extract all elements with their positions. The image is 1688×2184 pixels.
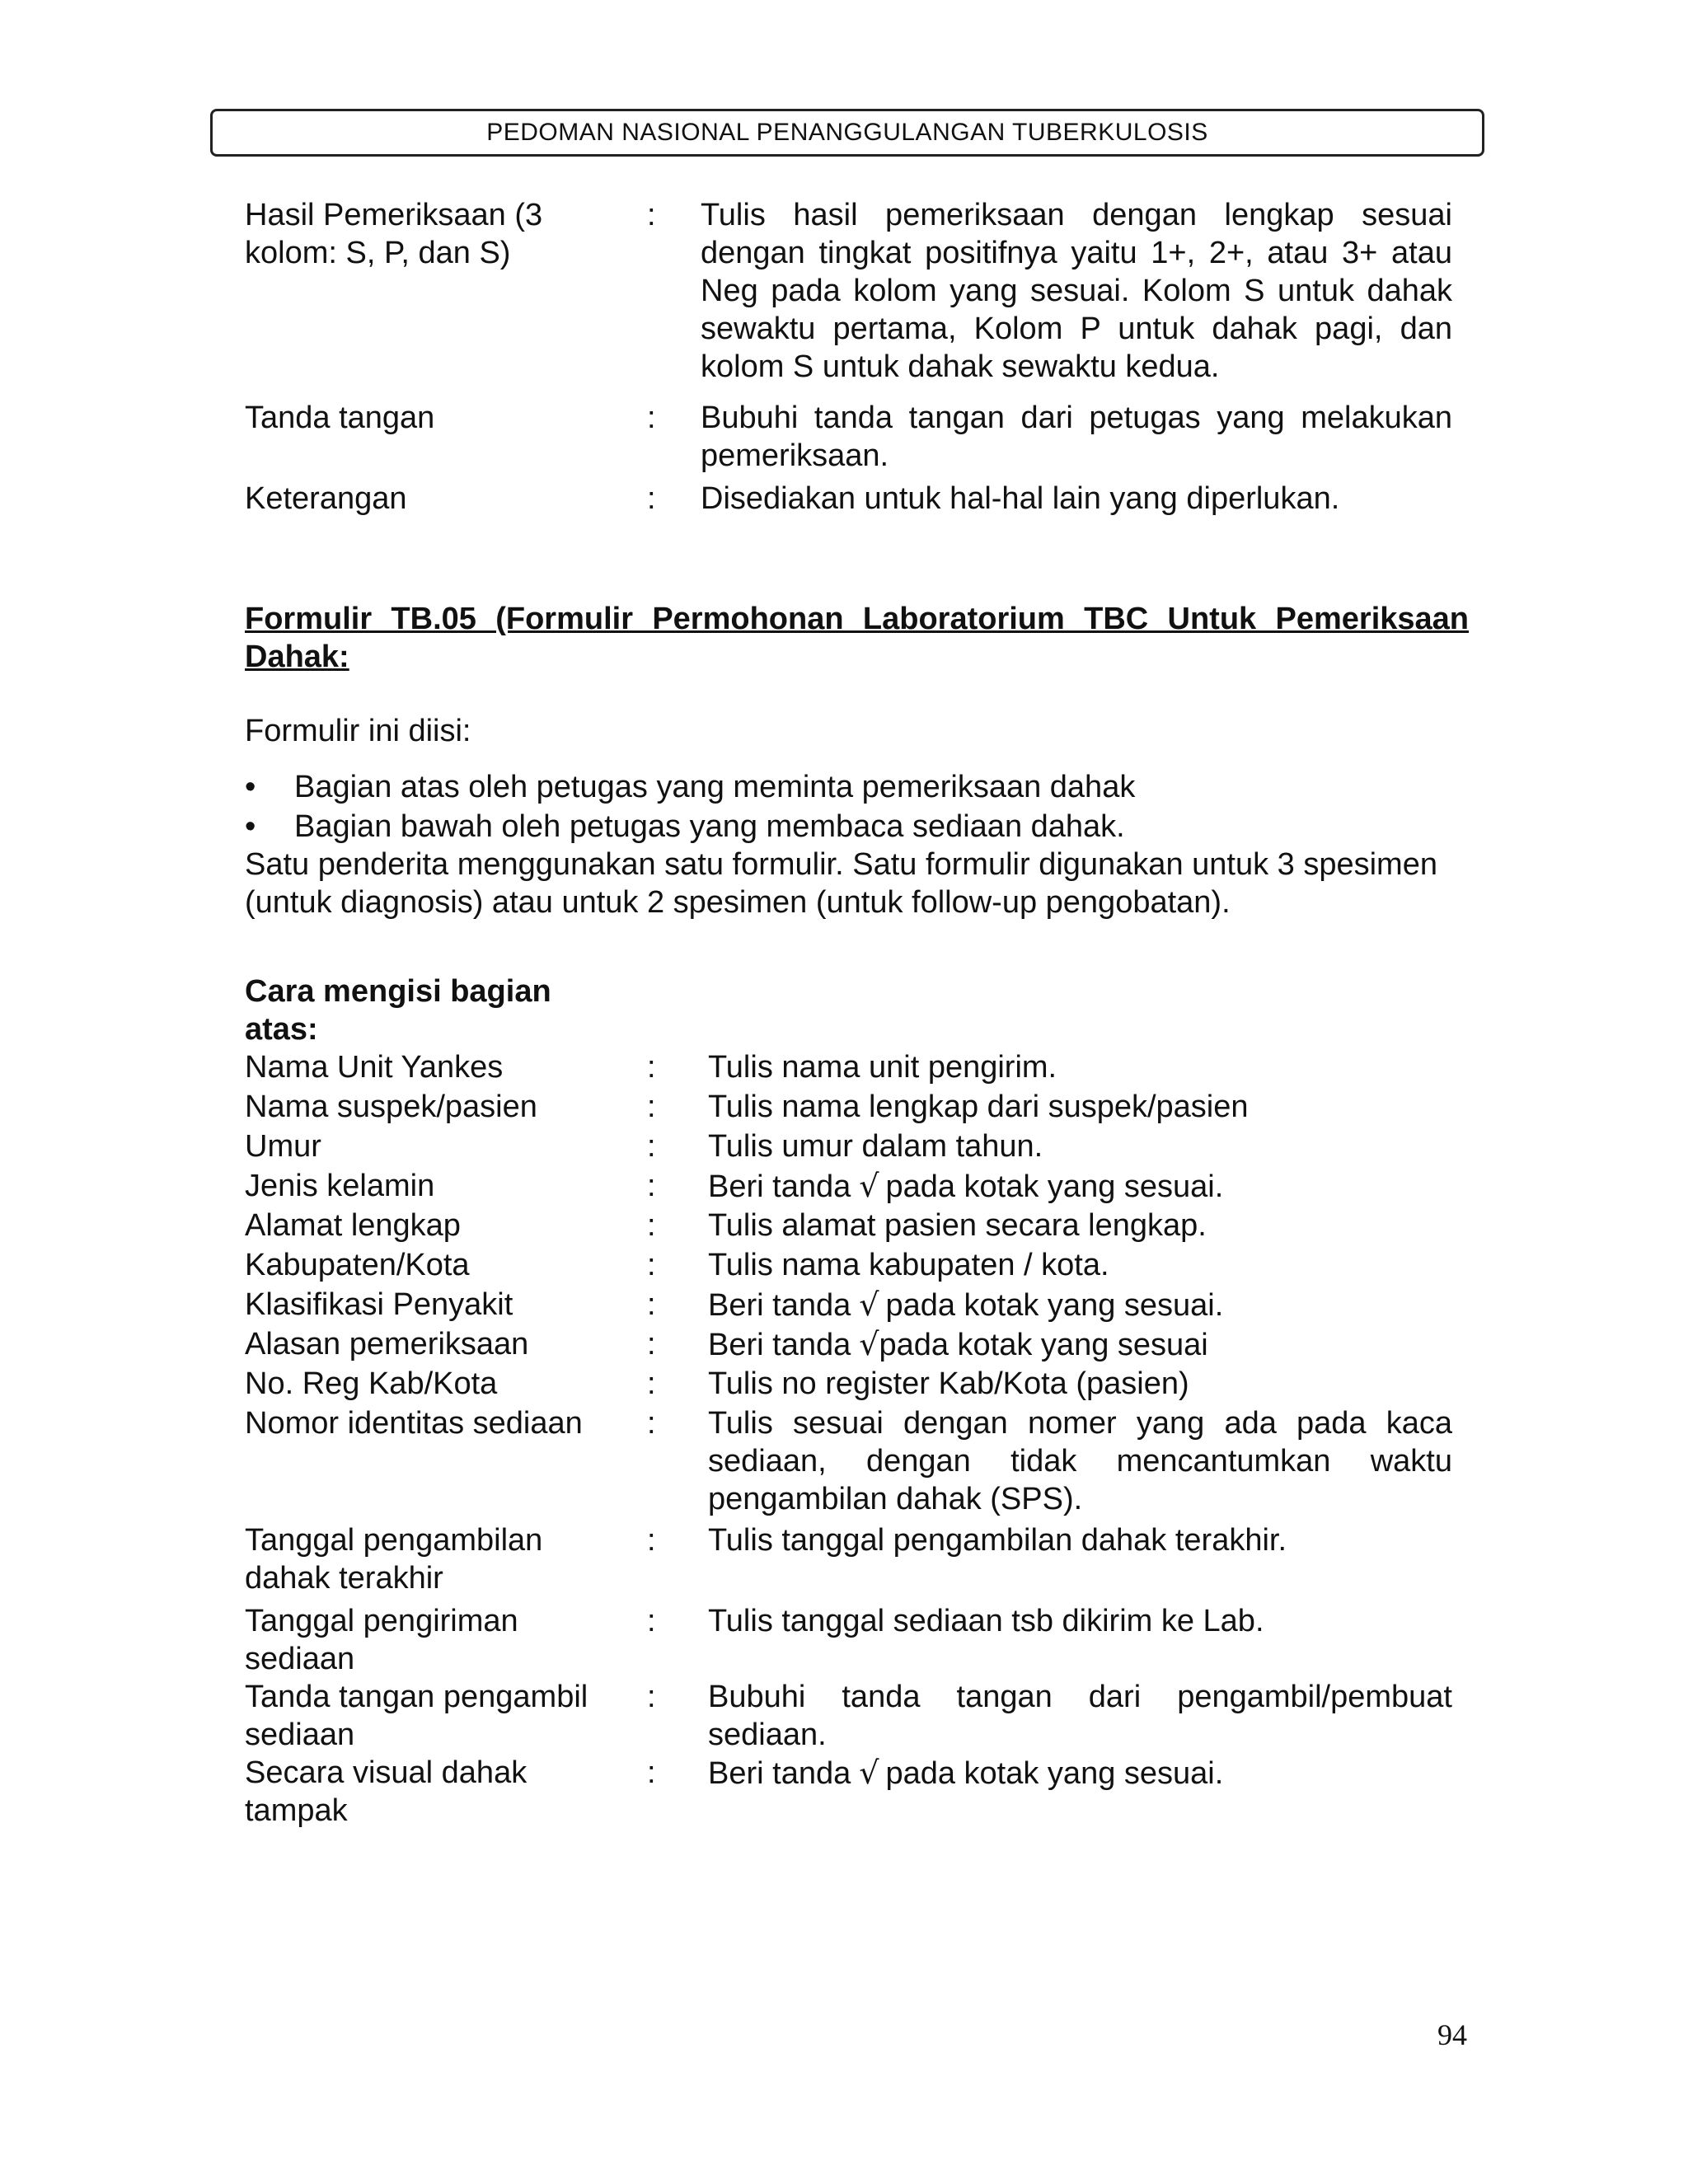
desc-prefix: Beri tanda [708,1288,851,1323]
check-mark-icon: √ [859,1755,879,1791]
row-colon: : [647,1050,656,1085]
desc-prefix: Beri tanda [708,1328,851,1362]
field-desc: Tulis sesuai dengan nomer yang ada pada kaca sediaan, dengan tidak mencantumkan waktu pengambilan dahak (SPS). [708,1406,1452,1516]
row-colon: : [647,1366,656,1401]
desc-suffix: pada kotak yang sesuai. [885,1756,1224,1791]
bullet-dot: • [245,809,256,844]
field-desc: Tulis no register Kab/Kota (pasien) [708,1366,1189,1401]
row-desc: Bubuhi tanda tangan dari petugas yang melakukan pemeriksaan. [701,401,1452,473]
desc-suffix: pada kotak yang sesuai [879,1328,1208,1362]
field-desc: Tulis nama kabupaten / kota. [708,1248,1109,1282]
field-label: Alasan pemeriksaan [245,1327,529,1361]
row-colon: : [647,1090,656,1124]
field-label: Jenis kelamin [245,1169,435,1203]
check-mark-icon: √ [859,1168,879,1204]
field-label: No. Reg Kab/Kota [245,1366,498,1401]
field-label: Alamat lengkap [245,1208,461,1243]
bullet-dot: • [245,770,256,804]
note-text: Satu penderita menggunakan satu formulir. Satu formulir digunakan untuk 3 spesimen (untuk diagnosis) atau untuk 2 spesimen (untuk follow-up pengobatan). [245,847,1437,920]
field-label: Klasifikasi Penyakit [245,1287,513,1322]
field-desc [708,1286,1452,1324]
row-colon: : [647,1406,656,1441]
page-header: PEDOMAN NASIONAL PENANGGULANGAN TUBERKULOSIS [210,109,1484,157]
row-colon: : [647,1129,656,1164]
field-desc [708,1167,1452,1206]
row-colon: : [647,1755,656,1790]
row-colon: : [647,401,656,435]
row-colon: : [647,198,656,232]
field-label: Tanggal pengambilan dahak terakhir [245,1523,543,1596]
row-label: Hasil Pemeriksaan (3 kolom: S, P, dan S) [245,198,543,270]
field-label: Nama Unit Yankes [245,1050,504,1085]
desc-prefix: Beri tanda [708,1756,851,1791]
row-colon: : [647,1523,656,1558]
field-label: Umur [245,1129,321,1164]
section-heading: Formulir TB.05 (Formulir Permohonan Laboratorium TBC Untuk Pemeriksaan Dahak: [245,602,1469,674]
field-desc: Tulis tanggal pengambilan dahak terakhir. [708,1523,1287,1558]
field-label: Tanggal pengiriman sediaan [245,1604,518,1676]
intro-text: Formulir ini diisi: [245,714,471,748]
row-colon: : [647,1680,656,1714]
field-label: Tanda tangan pengambil sediaan [245,1680,588,1752]
field-label: Nama suspek/pasien [245,1090,537,1124]
desc-prefix: Beri tanda [708,1169,851,1204]
page-number: 94 [1437,2018,1467,2051]
field-desc: Tulis nama unit pengirim. [708,1050,1057,1085]
check-mark-icon: √ [859,1286,879,1323]
row-colon: : [647,1327,656,1361]
bullet-text: Bagian bawah oleh petugas yang membaca sediaan dahak. [294,809,1125,844]
subheading: Cara mengisi bagian atas: [245,974,551,1047]
field-desc: Tulis tanggal sediaan tsb dikirim ke Lab. [708,1604,1264,1638]
row-colon: : [647,1604,656,1638]
row-desc: Tulis hasil pemeriksaan dengan lengkap sesuai dengan tingkat positifnya yaitu 1+, 2+, atau 3+ atau Neg pada kolom yang sesuai. Kolom S untuk dahak sewaktu pertama, Kolom P untuk dahak pagi, dan kolom S untuk dahak sewaktu kedua. [701,198,1452,384]
row-label: Keterangan [245,481,407,516]
field-label: Kabupaten/Kota [245,1248,470,1282]
field-desc: Tulis alamat pasien secara lengkap. [708,1208,1207,1243]
bullet-text: Bagian atas oleh petugas yang meminta pemeriksaan dahak [294,770,1136,804]
row-colon: : [647,1287,656,1322]
row-colon: : [647,481,656,516]
row-desc: Disediakan untuk hal-hal lain yang diperlukan. [701,481,1340,516]
field-desc: Bubuhi tanda tangan dari pengambil/pembuat sediaan. [708,1680,1452,1752]
row-colon: : [647,1208,656,1243]
field-label: Secara visual dahak tampak [245,1755,528,1828]
row-colon: : [647,1169,656,1203]
desc-suffix: pada kotak yang sesuai. [885,1169,1224,1204]
field-label: Nomor identitas sediaan [245,1406,583,1441]
field-desc [708,1325,1452,1364]
field-desc: Tulis nama lengkap dari suspek/pasien [708,1090,1249,1124]
desc-suffix: pada kotak yang sesuai. [885,1288,1224,1323]
row-colon: : [647,1248,656,1282]
field-desc [708,1754,1452,1793]
field-desc: Tulis umur dalam tahun. [708,1129,1043,1164]
row-label: Tanda tangan [245,401,435,435]
check-mark-icon: √ [859,1326,879,1362]
